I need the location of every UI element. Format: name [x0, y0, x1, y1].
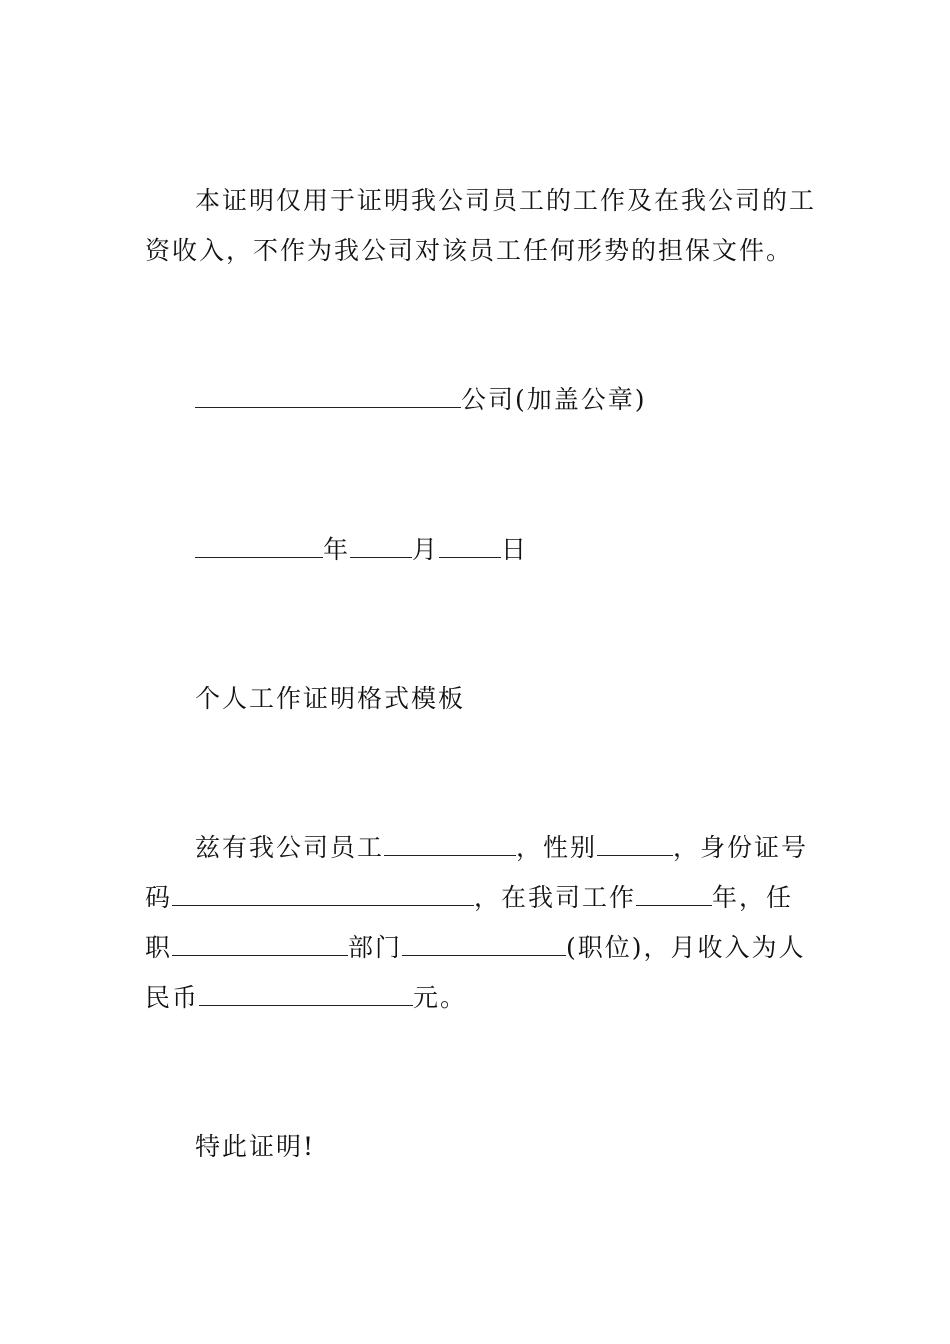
text: 兹有我公司员工	[195, 833, 385, 862]
day-label: 日	[501, 535, 529, 564]
text: 年，任	[712, 883, 794, 912]
day-blank[interactable]	[439, 535, 501, 558]
salary-blank[interactable]	[199, 983, 413, 1006]
text: (职位)，月收入为人	[566, 933, 806, 962]
text: 资收入，不作为我公司对该员工任何形势的担保文件。	[145, 236, 794, 265]
text: ，身份证号	[673, 833, 809, 862]
employee-name-blank[interactable]	[384, 833, 516, 856]
date-line	[195, 535, 528, 565]
paragraph-line	[145, 933, 806, 963]
paragraph-line	[195, 833, 808, 863]
id-number-blank[interactable]	[172, 883, 474, 906]
text: 码	[145, 883, 173, 912]
company-suffix: 公司(加盖公章)	[461, 385, 647, 414]
text: ，在我司工作	[474, 883, 637, 912]
years-blank[interactable]	[636, 883, 712, 906]
text: 本证明仅用于证明我公司员工的工作及在我公司的工	[195, 186, 817, 215]
heading-text: 个人工作证明格式模板	[195, 684, 466, 713]
text: ，性别	[516, 833, 598, 862]
company-name-blank[interactable]	[195, 385, 461, 408]
closing-line	[195, 1132, 315, 1162]
gender-blank[interactable]	[597, 833, 673, 856]
heading	[195, 684, 465, 714]
company-seal-line	[195, 385, 647, 415]
month-label: 月	[412, 535, 440, 564]
text: 部门	[348, 933, 403, 962]
position-blank[interactable]	[402, 933, 566, 956]
paragraph-line	[145, 983, 467, 1013]
year-label: 年	[323, 535, 351, 564]
year-blank[interactable]	[195, 535, 323, 558]
paragraph-line	[195, 186, 816, 216]
paragraph-line	[145, 883, 793, 913]
department-blank[interactable]	[172, 933, 348, 956]
paragraph-line	[145, 236, 793, 266]
month-blank[interactable]	[350, 535, 412, 558]
text: 民币	[145, 983, 200, 1012]
text: 职	[145, 933, 173, 962]
closing-text: 特此证明!	[195, 1132, 316, 1161]
text: 元。	[413, 983, 468, 1012]
